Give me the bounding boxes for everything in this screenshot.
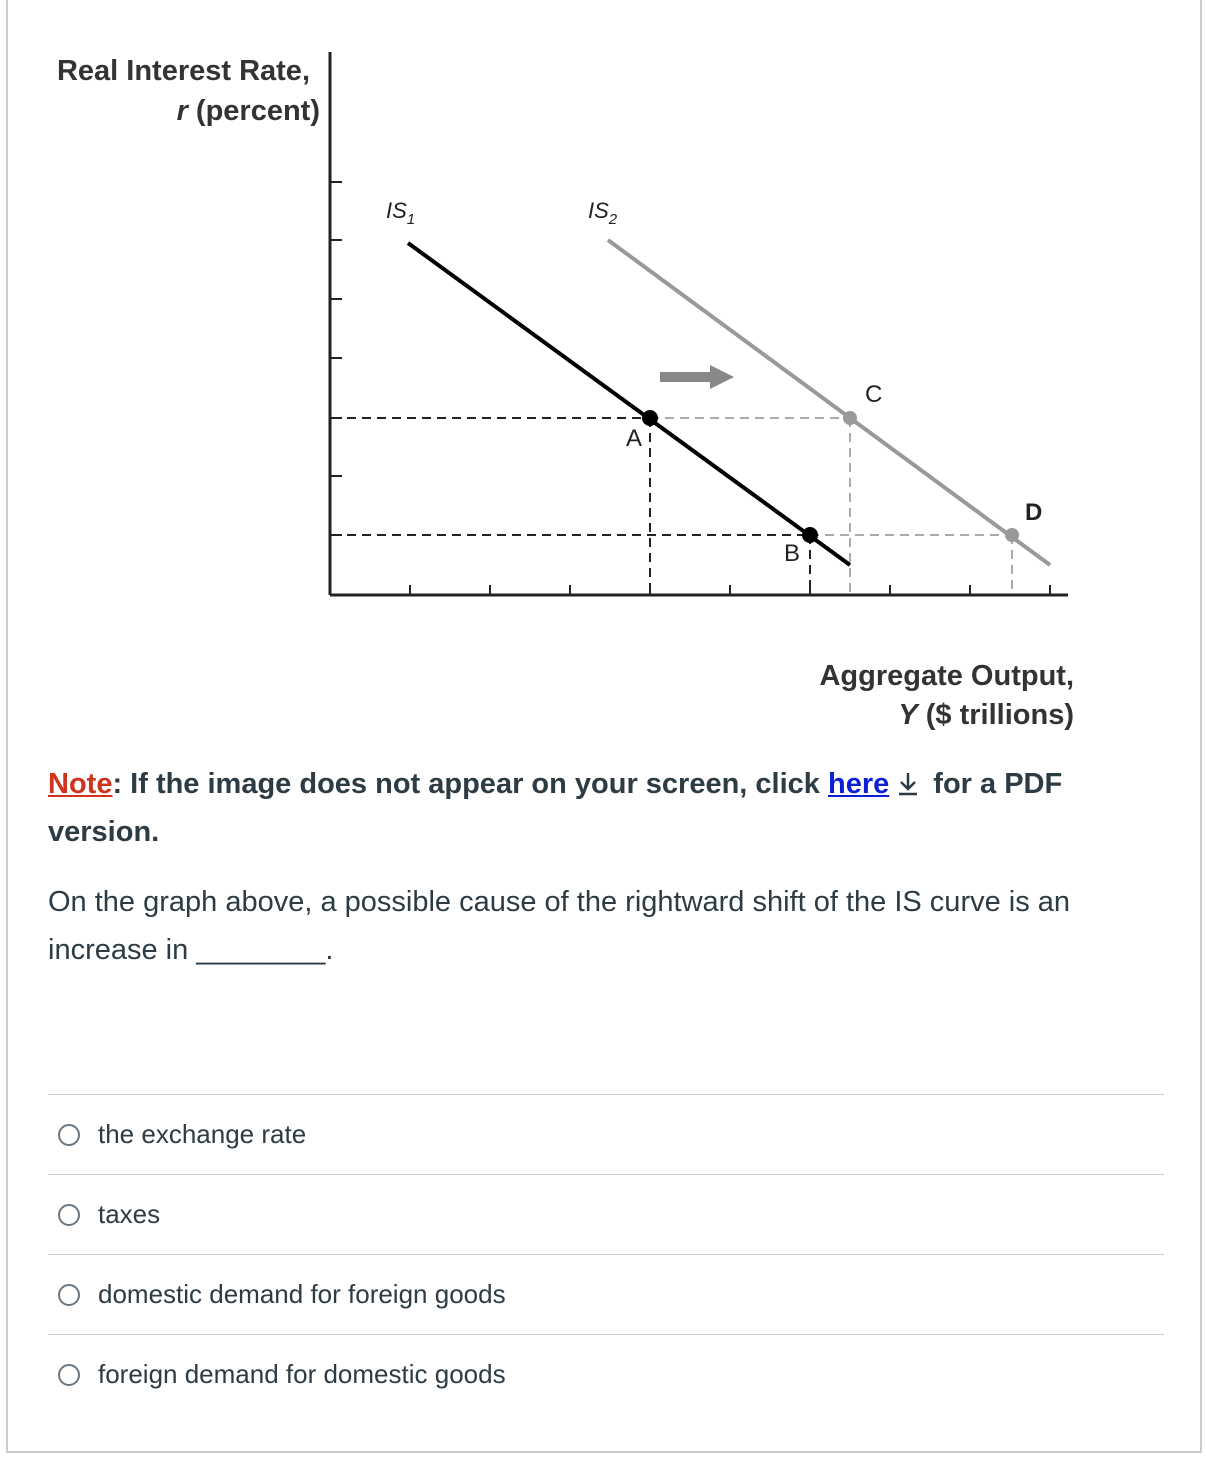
y-ticks bbox=[330, 182, 342, 535]
x-axis-label-line1: Aggregate Output, bbox=[819, 660, 1074, 692]
is-curve-graph bbox=[40, 40, 1100, 740]
answer-label: foreign demand for domestic goods bbox=[98, 1359, 506, 1389]
x-axis-var: Y bbox=[898, 699, 918, 731]
radio-button[interactable] bbox=[58, 1364, 80, 1386]
answer-label: domestic demand for foreign goods bbox=[98, 1279, 506, 1309]
y-axis-label-line2 bbox=[177, 95, 320, 127]
download-icon bbox=[895, 770, 921, 796]
radio-button[interactable] bbox=[58, 1124, 80, 1146]
is1-label-text: IS bbox=[386, 198, 407, 223]
answer-label: the exchange rate bbox=[98, 1119, 307, 1149]
shift-arrow-icon bbox=[660, 365, 734, 389]
radio-button[interactable] bbox=[58, 1284, 80, 1306]
point-b-label: B bbox=[784, 540, 801, 567]
answer-label: taxes bbox=[98, 1199, 161, 1229]
answer-option[interactable] bbox=[48, 1094, 1164, 1174]
point-b-marker bbox=[802, 527, 818, 543]
is1-curve bbox=[408, 243, 850, 565]
is1-label bbox=[386, 198, 415, 228]
answer-option[interactable] bbox=[48, 1254, 1164, 1334]
note-text-after: for a PDF version. bbox=[48, 768, 1063, 848]
answer-list bbox=[48, 1094, 1164, 1414]
question-text: On the graph above, a possible cause of the rightward shift of the IS curve is an increase in ________. bbox=[48, 886, 1071, 966]
radio-button[interactable] bbox=[58, 1204, 80, 1226]
guide-lines-light bbox=[650, 418, 1012, 595]
is2-label-sub: 2 bbox=[608, 211, 618, 228]
is2-curve bbox=[608, 240, 1050, 565]
point-d-marker bbox=[1005, 528, 1019, 542]
point-a-label: A bbox=[626, 425, 643, 452]
answer-option[interactable] bbox=[48, 1174, 1164, 1254]
y-axis-label-line1: Real Interest Rate, bbox=[56, 55, 310, 87]
x-axis-unit: ($ trillions) bbox=[917, 699, 1074, 731]
pdf-link[interactable]: here bbox=[827, 768, 890, 800]
is1-label-sub: 1 bbox=[406, 211, 416, 228]
point-a-marker bbox=[642, 410, 658, 426]
is2-label bbox=[588, 198, 618, 228]
guide-lines bbox=[332, 418, 810, 595]
y-axis-unit: (percent) bbox=[187, 95, 320, 127]
y-axis-var: r bbox=[176, 95, 188, 127]
note-text-before: : If the image does not appear on your screen, click bbox=[112, 768, 828, 800]
image-note bbox=[48, 760, 1148, 856]
answer-option[interactable] bbox=[48, 1334, 1164, 1414]
point-c-marker bbox=[843, 411, 857, 425]
point-c-label: C bbox=[865, 381, 883, 408]
is2-label-text: IS bbox=[588, 198, 609, 223]
x-axis-label-line2 bbox=[898, 699, 1074, 731]
point-d-label: D bbox=[1025, 499, 1043, 526]
note-label: Note bbox=[48, 768, 113, 800]
